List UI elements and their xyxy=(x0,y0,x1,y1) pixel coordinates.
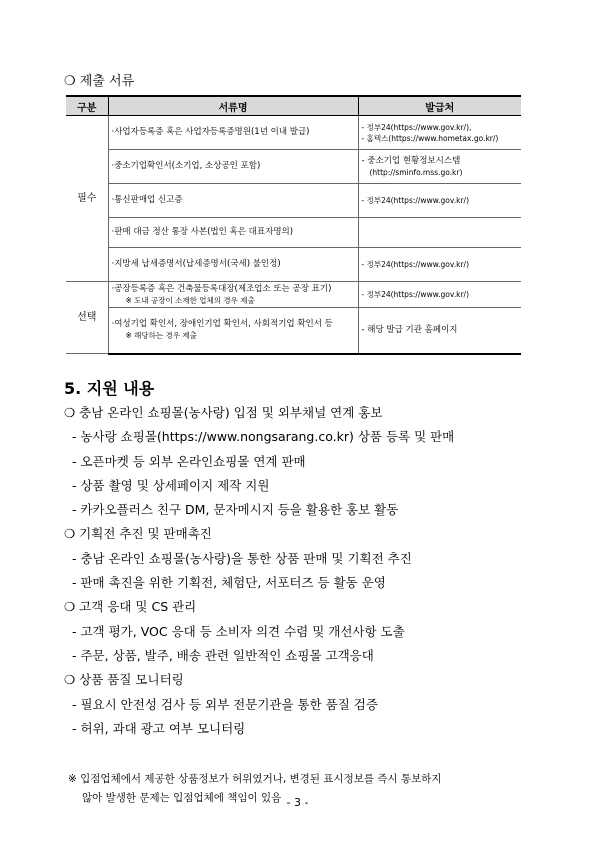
category-required: 필수 xyxy=(66,116,108,282)
section-title: 5. 지원 내용 xyxy=(64,379,155,398)
list-item: ❍ 상품 품질 모니터링 xyxy=(64,672,184,688)
issuer: - 정부24(https://www.gov.kr/) xyxy=(358,282,521,308)
table-row xyxy=(66,184,521,218)
header-document: 서류명 xyxy=(108,96,358,116)
list-item: - 고객 평가, VOC 응대 등 소비자 의견 수렴 및 개선사항 도출 xyxy=(72,623,405,639)
table-row xyxy=(66,282,521,308)
doc-name: ·여성기업 확인서, 장애인기업 확인서, 사회적기업 확인서 등 ※ 해당하는 경우 제출 xyxy=(108,308,358,354)
header-category: 구분 xyxy=(66,96,108,116)
list-item: - 농사랑 쇼핑몰(https://www.nongsarang.co.kr) 상품 등록 및 판매 xyxy=(72,429,455,445)
issuer: - 정부24(https://www.gov.kr/), - 홈텍스(https://www.hometax.go.kr/) xyxy=(358,116,521,150)
list-item: - 주문, 상품, 발주, 배송 관련 일반적인 쇼핑몰 고객응대 xyxy=(72,647,374,663)
list-item: ❍ 기획전 추진 및 판매촉진 xyxy=(64,526,212,542)
documents-table xyxy=(66,95,521,355)
issuer xyxy=(358,218,521,248)
list-item: ❍ 고객 응대 및 CS 관리 xyxy=(64,599,197,615)
doc-name: ·통신판매업 신고증 xyxy=(108,184,358,218)
doc-name: ·중소기업확인서(소기업, 소상공인 포함) xyxy=(108,150,358,184)
table-row xyxy=(66,308,521,354)
list-item: - 필요시 안전성 검사 등 외부 전문기관을 통한 품질 검증 xyxy=(72,696,378,712)
category-optional: 선택 xyxy=(66,282,108,354)
issuer: - 중소기업 현황정보시스템 (http://sminfo.mss.go.kr) xyxy=(358,150,521,184)
issuer: - 정부24(https://www.gov.kr/) xyxy=(358,184,521,218)
list-item: - 충남 온라인 쇼핑몰(농사랑)을 통한 상품 판매 및 기획전 추진 xyxy=(72,550,412,566)
list-item: - 카카오플러스 친구 DM, 문자메시지 등을 활용한 홍보 활동 xyxy=(72,502,399,518)
doc-name: ·사업자등록증 혹은 사업자등록증명원(1년 이내 발급) xyxy=(108,116,358,150)
list-item: ❍ 충남 온라인 쇼핑몰(농사랑) 입점 및 외부채널 연계 홍보 xyxy=(64,405,383,420)
table-row xyxy=(66,116,521,150)
list-item: - 판매 촉진을 위한 기획전, 체험단, 서포터즈 등 활동 운영 xyxy=(72,575,386,591)
remark-note: ※ 입점업체에서 제공한 상품정보가 허위였거나, 변경된 표시정보를 즉시 통보하지 않아 발생한 문제는 입점업체에 책임이 있음 xyxy=(68,773,442,804)
table-header-row xyxy=(66,96,521,116)
table-row xyxy=(66,150,521,184)
page-number: - 3 - xyxy=(286,796,309,809)
table-row xyxy=(66,248,521,282)
list-item: - 상품 촬영 및 상세페이지 제작 지원 xyxy=(72,477,270,493)
submission-docs-heading: ❍ 제출 서류 xyxy=(64,74,135,89)
doc-name: ·판매 대금 정산 통장 사본(법인 혹은 대표자명의) xyxy=(108,218,358,248)
support-content-list xyxy=(64,401,544,741)
list-item: - 오픈마켓 등 외부 온라인쇼핑몰 연계 판매 xyxy=(72,453,306,469)
issuer: - 정부24(https://www.gov.kr/) xyxy=(358,248,521,282)
list-item: - 허위, 과대 광고 여부 모니터링 xyxy=(72,720,246,736)
header-issuer: 발급처 xyxy=(358,96,521,116)
doc-name: ·공장등록증 혹은 건축물등록대장(제조업소 또는 공장 표기) ※ 도내 공장이 소재한 업체의 경우 제출 xyxy=(108,282,358,308)
issuer: - 해당 발급 기관 홈페이지 xyxy=(358,308,521,354)
doc-name: ·지방세 납세증명서(납세증명서(국세) 불인정) xyxy=(108,248,358,282)
table-row xyxy=(66,218,521,248)
